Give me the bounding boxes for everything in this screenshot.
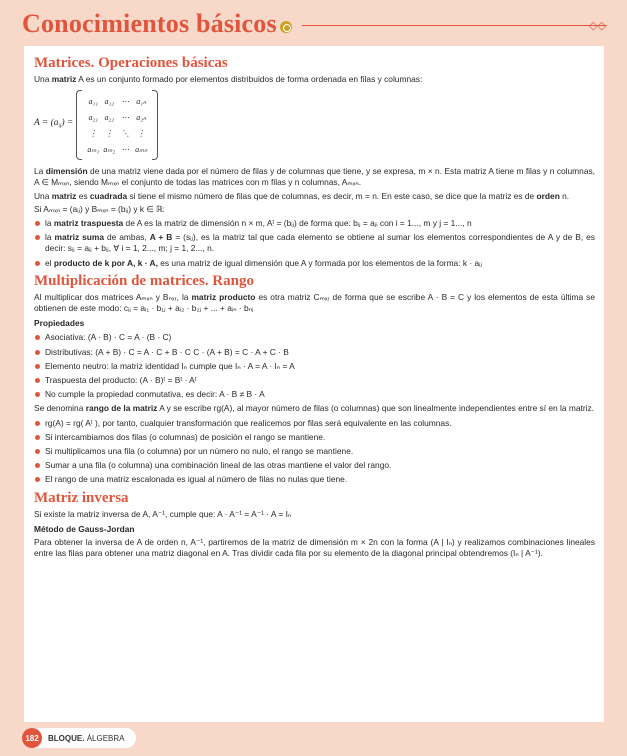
matrix-cell: ⋮ xyxy=(105,128,114,138)
matrix-cell: ⋮ xyxy=(89,128,98,138)
content-card xyxy=(24,46,604,722)
header-rule xyxy=(302,20,607,32)
section-title-inverse: Matriz inversa xyxy=(34,489,129,506)
conditions-line: Si Aₘₓₙ = (aᵢⱼ) y Bₘₓₙ = (bᵢⱼ) y k ∈ ℝ: xyxy=(34,203,165,214)
list-item: Sumar a una fila (o columna) una combinación lineal de las otras mantiene el valor del rango. xyxy=(34,460,595,471)
matrix-cell: a₁₂ xyxy=(104,96,115,106)
list-item: Asociativa: (A · B) · C = A · (B · C) xyxy=(34,332,595,343)
list-item: el producto de k por A, k · A, es una matriz de igual dimensión que A y formada por los elementos de la forma: k · aᵢⱼ xyxy=(34,258,595,269)
page-footer xyxy=(22,728,136,748)
matrix-cell: ⋯ xyxy=(121,112,130,122)
rank-paragraph: Se denomina rango de la matriz A y se escribe rg(A), al mayor número de filas (o columnas) que son linealmente independientes entre sí en la matriz. xyxy=(34,403,595,414)
matrix-cell: ⋯ xyxy=(121,96,130,106)
matrix-cell: a₁ₙ xyxy=(136,96,147,106)
matrix-cell: a₂₂ xyxy=(104,112,115,122)
list-item: Elemento neutro: la matriz identidad Iₙ cumple que Iₙ · A = A · Iₙ = A xyxy=(34,361,595,372)
matrix-cell: aₘ₁ xyxy=(87,144,100,154)
square-matrix-paragraph: Una matriz es cuadrada si tiene el mismo número de filas que de columnas, es decir, m = n. En este caso, se dice que la matriz es de orden n. xyxy=(34,190,570,201)
page-number: 182 xyxy=(22,728,42,748)
list-item: rg(A) = rg( Aᵗ ), por tanto, cualquier transformación que realicemos por filas será equivalente en las columnas. xyxy=(34,418,595,429)
badge-icon xyxy=(280,21,292,33)
matrix xyxy=(76,90,158,160)
list-item: Si multiplicamos una fila (o columna) por un número no nulo, el rango se mantiene. xyxy=(34,446,595,457)
inverse-paragraph: Si existe la matriz inversa de A, A⁻¹, cumple que: A · A⁻¹ = A⁻¹ · A = Iₙ xyxy=(34,508,292,519)
page-title: Conocimientos básicos xyxy=(22,9,277,38)
list-item: Si intercambiamos dos filas (o columnas) de posición el rango se mantiene. xyxy=(34,432,595,443)
matrix-cell: a₂₁ xyxy=(88,112,99,122)
diamond-ornament-icon: ◇◇ xyxy=(589,20,606,32)
gauss-jordan-paragraph: Para obtener la inversa de A de orden n, A⁻¹, partiremos de la matriz de dimensión m × 2n con la forma (A | Iₙ) y realizamos combinaciones lineales entre las filas para obtener una matriz diagonal en A. Tras dividir cada fila por su elemento de la diagonal principal obtendremos (Iₙ | A⁻¹). xyxy=(34,537,595,559)
list-item: El rango de una matriz escalonada es igual al número de filas no nulas que tiene. xyxy=(34,474,595,485)
matrix-display xyxy=(34,87,595,163)
list-item: Traspuesta del producto: (A · B)ᵗ = Bᵗ · Aᵗ xyxy=(34,375,595,386)
matrix-cell: a₂ₙ xyxy=(136,112,147,122)
properties-list xyxy=(34,332,595,400)
section-title-multiplication: Multiplicación de matrices. Rango xyxy=(34,272,254,289)
list-item: la matriz traspuesta de A es la matriz de dimensión n × m, Aᵗ = (bᵢⱼ) de forma que: bᵢⱼ = aⱼᵢ con i = 1..., m y j = 1..., n xyxy=(34,218,595,229)
operations-list xyxy=(34,218,595,269)
product-paragraph: Al multiplicar dos matrices Aₘₓₙ y Bₙₓᵣ, la matriz producto es otra matriz Cₘₓᵣ de forma que se escribe A · B = C y los elementos de esta última se obtienen de este modo: cᵢⱼ = aᵢ₁ · b₁ⱼ + aᵢ₂ · b₂ⱼ + ... + aᵢₙ · bₙⱼ xyxy=(34,291,596,314)
page-header xyxy=(22,6,607,42)
rank-list xyxy=(34,418,595,486)
footer-block-label: BLOQUE. ÁLGEBRA xyxy=(48,733,125,743)
properties-heading: Propiedades xyxy=(34,318,85,329)
list-item: la matriz suma de ambas, A + B = (sᵢⱼ), es la matriz tal que cada elemento se obtiene al sumar los elementos correspondientes de A y de B, es decir: sᵢⱼ = aᵢⱼ + bᵢⱼ, ∀ i = 1, 2..., m; j = 1, 2..., n. xyxy=(34,232,595,254)
matrix-cell: ⋱ xyxy=(121,128,130,138)
matrix-right-bracket xyxy=(152,90,158,160)
gauss-jordan-heading: Método de Gauss-Jordan xyxy=(34,523,135,534)
matrix-definition: Una matriz A es un conjunto formado por elementos distribuidos de forma ordenada en filas y columnas: xyxy=(34,74,423,84)
list-item: No cumple la propiedad conmutativa, es decir: A · B ≠ B · A xyxy=(34,389,595,400)
matrix-cell: ⋮ xyxy=(137,128,146,138)
matrix-label: $A = (a_{ij})$ = xyxy=(34,118,74,130)
matrix-cell: aₘ₂ xyxy=(103,144,116,154)
section-title-matrices: Matrices. Operaciones básicas xyxy=(34,55,228,71)
matrix-grid xyxy=(82,93,152,157)
matrix-cell: aₘₙ xyxy=(135,144,148,154)
matrix-cell: a₁₁ xyxy=(88,96,99,106)
matrix-cell: ⋯ xyxy=(121,144,130,154)
list-item: Distributivas: (A + B) · C = A · C + B · C C · (A + B) = C · A + C · B xyxy=(34,347,595,358)
dimension-paragraph: La dimensión de una matriz viene dada por el número de filas y de columnas que tiene, y se expresa, m × n. Esta matriz A tiene m filas y n columnas, A ∈ Mₘₓₙ, siendo Mₘₓₙ el conjunto de todas las matrices con m filas y n columnas, Aₘₓₙ. xyxy=(34,166,595,188)
